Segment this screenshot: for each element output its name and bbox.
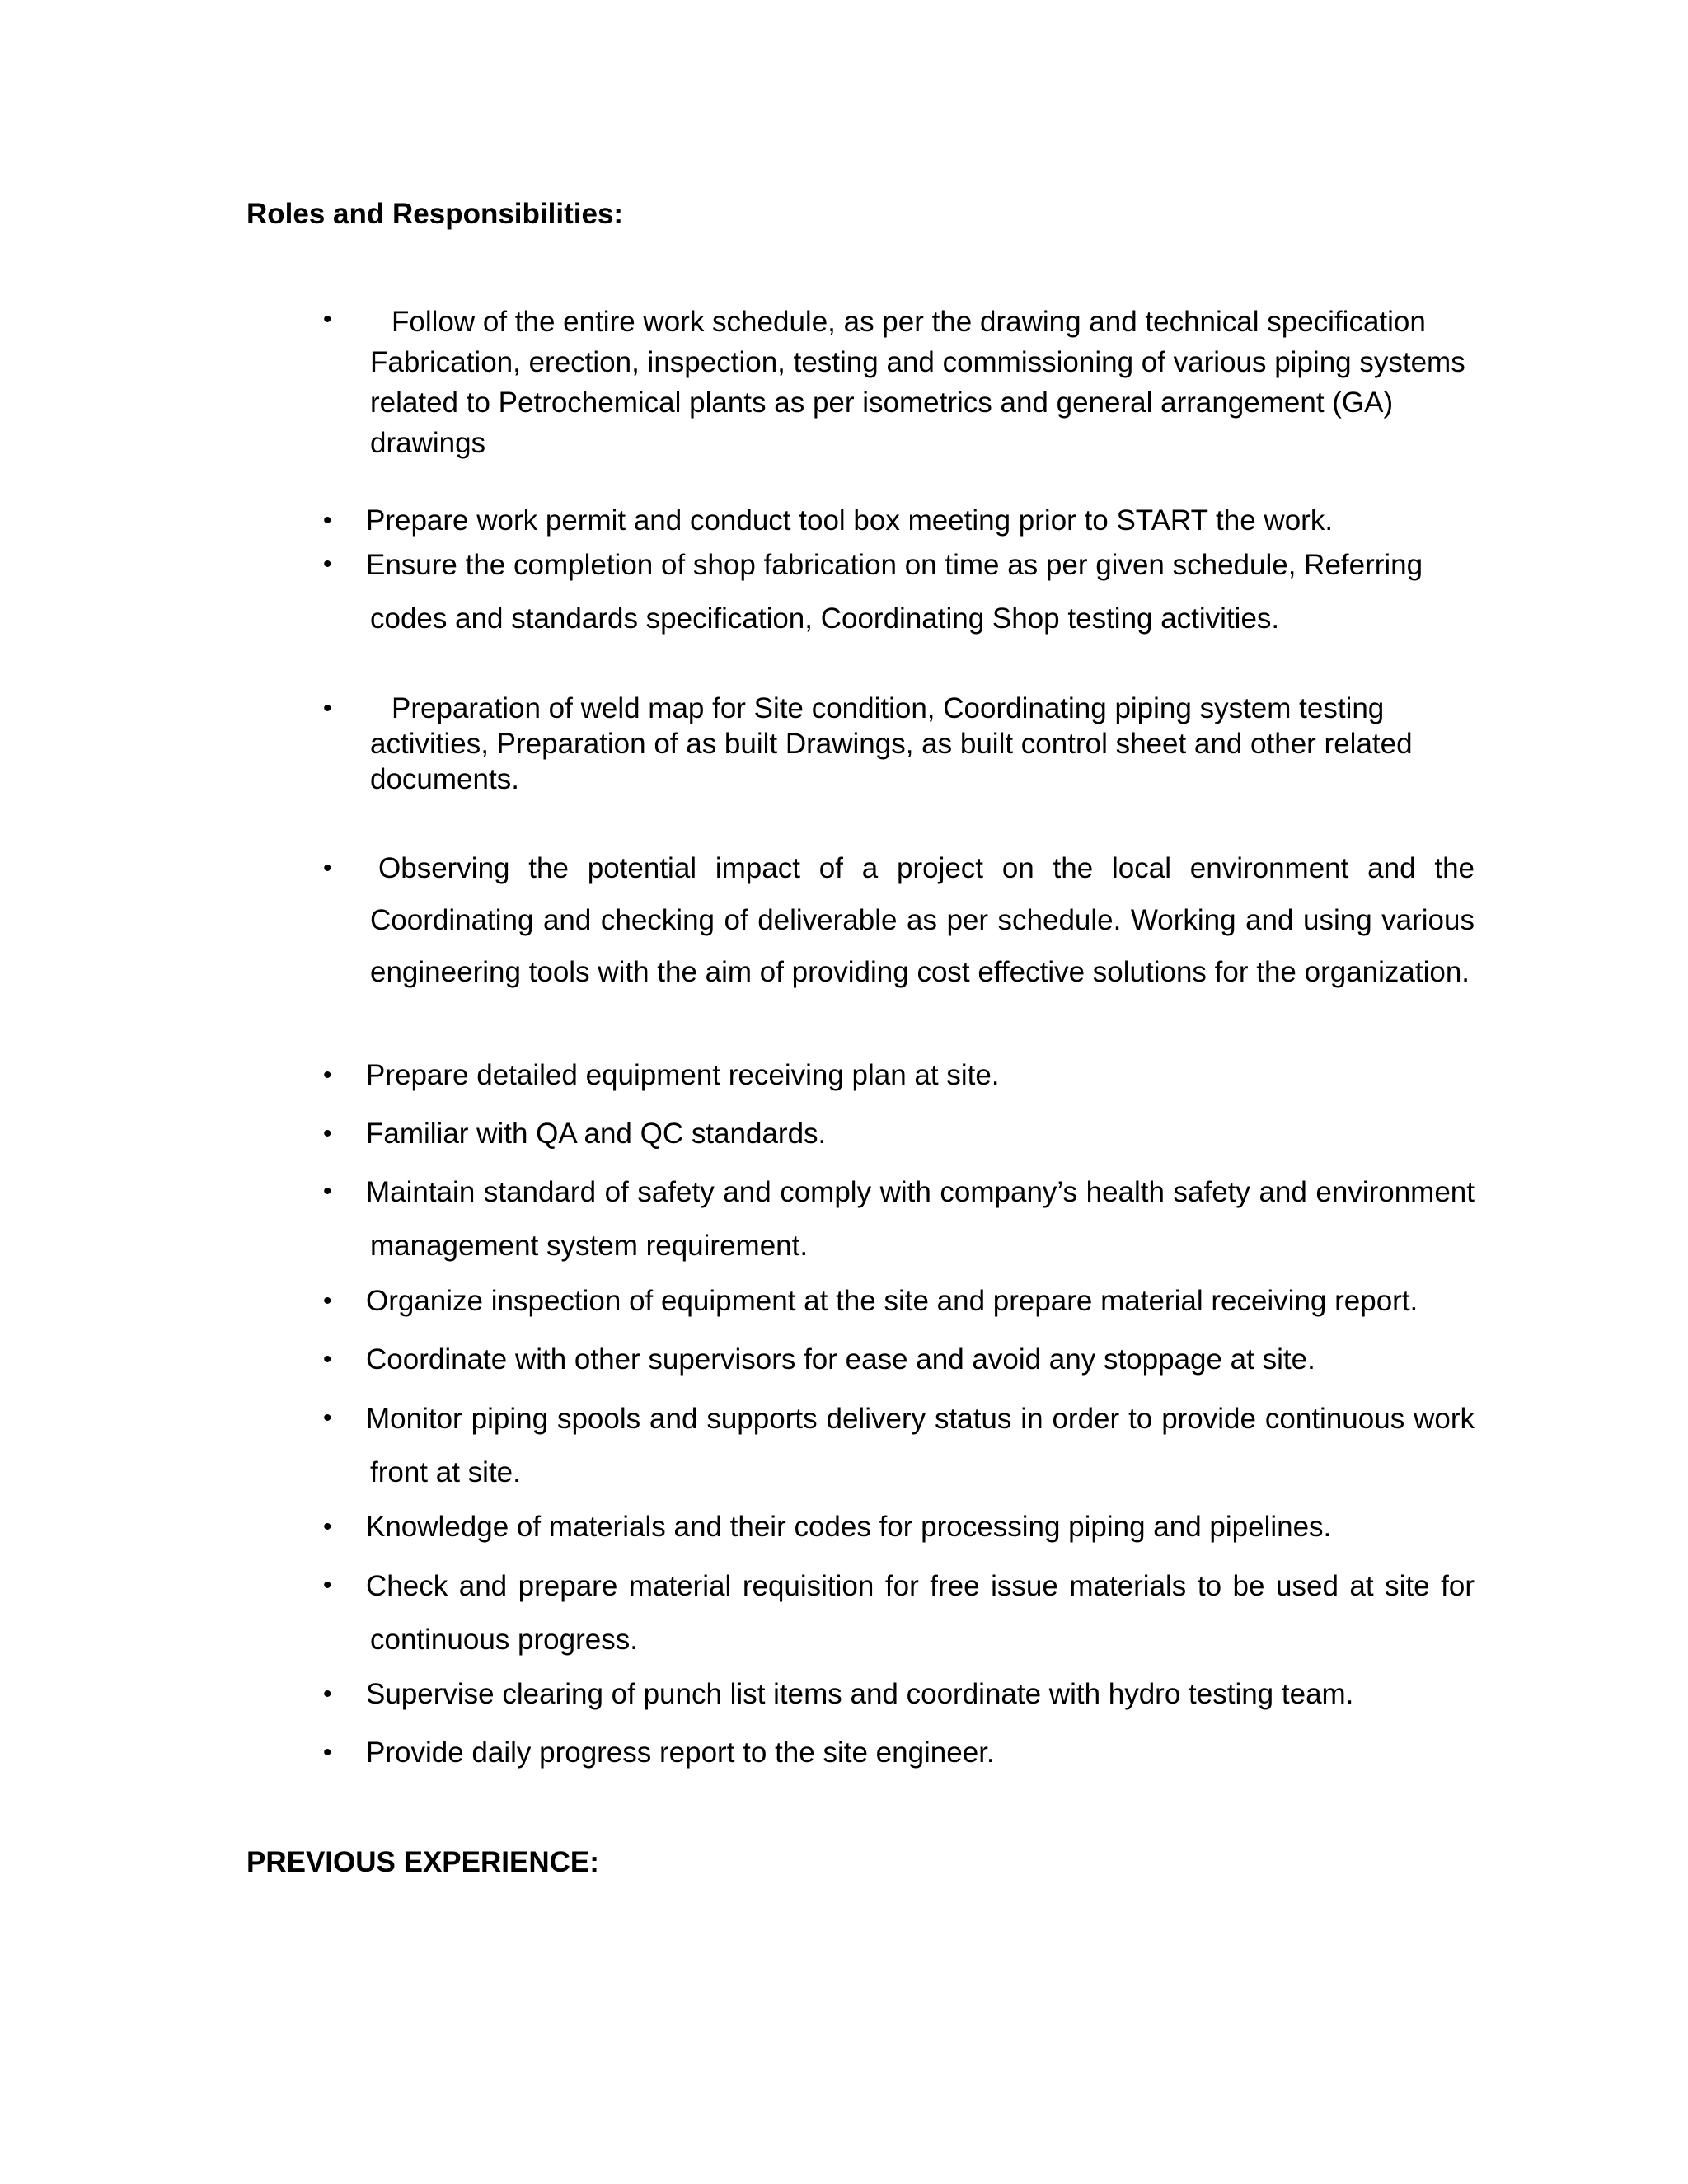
bullet-icon: • (323, 855, 332, 882)
list-item-text: Coordinate with other supervisors for ease and avoid any stoppage at site. (366, 1343, 1315, 1376)
list-item-text: Observing the potential impact of a project on the local environment and the Coordinating and checking of deliverable as per schedule. Working and using various engineering tools with the aim of providing cost effective solutions for the organization. (370, 852, 1475, 988)
bullet-icon: • (323, 1513, 332, 1540)
bullet-icon: • (323, 1404, 332, 1432)
list-item-text: Ensure the completion of shop fabrication on time as per given schedule, Referring codes and standards specification, Coordinating Shop testing activities. (366, 549, 1423, 635)
bullet-icon: • (323, 1739, 332, 1766)
list-item-text: Prepare work permit and conduct tool box meeting prior to START the work. (366, 504, 1334, 537)
bullet-icon: • (323, 1287, 332, 1315)
bullet-icon: • (323, 1346, 332, 1373)
list-item-text: Familiar with QA and QC standards. (366, 1118, 827, 1150)
list-item-text: Check and prepare material requisition for free issue materials to be used at site for continuous progress. (366, 1570, 1475, 1656)
bullet-icon: • (323, 306, 332, 333)
list-item-text: Monitor piping spools and supports delivery status in order to provide continuous work front at site. (366, 1403, 1475, 1488)
bullet-icon: • (323, 507, 332, 534)
list-item-text: Knowledge of materials and their codes for processing piping and pipelines. (366, 1511, 1332, 1543)
list-item-text: Preparation of weld map for Site condition, Coordinating piping system testing activities, Preparation of as built Drawings, as built control sheet and other related documents. (370, 692, 1413, 795)
list-item-text: Supervise clearing of punch list items and coordinate with hydro testing team. (366, 1678, 1354, 1710)
bullet-icon: • (323, 1572, 332, 1599)
bullet-icon: • (323, 551, 332, 578)
list-item-text: Maintain standard of safety and comply with company’s health safety and environment management system requirement. (366, 1176, 1475, 1262)
bullet-icon: • (323, 1062, 332, 1089)
list-item-text: Provide daily progress report to the site engineer. (366, 1736, 995, 1769)
list-item-text: Organize inspection of equipment at the site and prepare material receiving report. (366, 1285, 1418, 1317)
previous-experience-heading: PREVIOUS EXPERIENCE: (246, 1846, 599, 1878)
bullet-icon: • (323, 695, 332, 722)
list-item-text: Follow of the entire work schedule, as per the drawing and technical specification Fabrication, erection, inspection, testing and commissioning of various piping systems related to Petrochemical plants as per isometrics and general arrangement (GA) drawings (370, 306, 1465, 459)
bullet-icon: • (323, 1120, 332, 1147)
roles-heading: Roles and Responsibilities: (246, 198, 624, 230)
bullet-icon: • (323, 1178, 332, 1205)
bullet-icon: • (323, 1680, 332, 1708)
list-item-text: Prepare detailed equipment receiving plan at site. (366, 1059, 1000, 1091)
